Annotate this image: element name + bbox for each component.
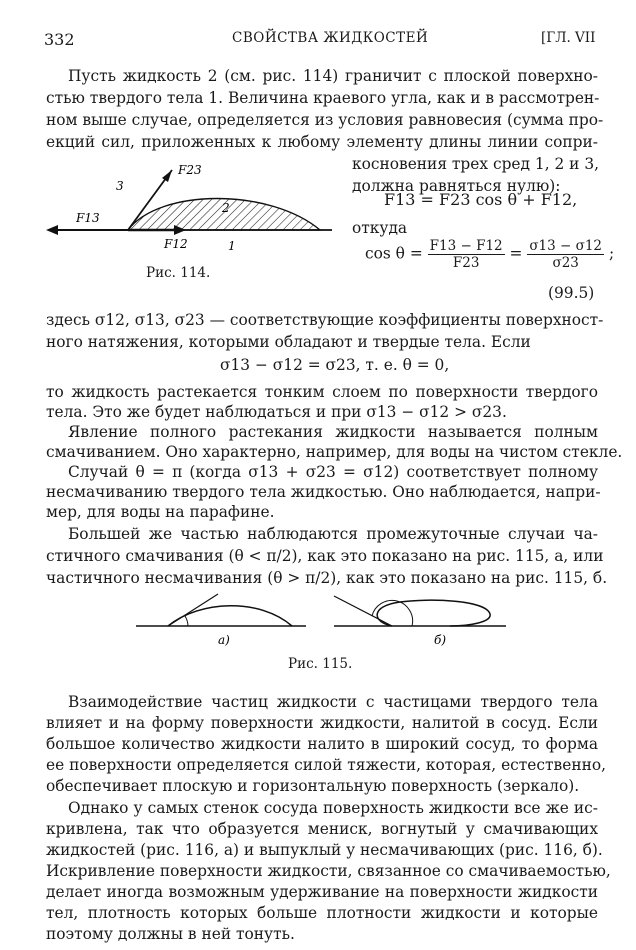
equation-number: (99.5)	[548, 284, 595, 302]
fraction-numerator: σ13 − σ12	[529, 238, 603, 254]
eq2-equals: =	[509, 244, 523, 263]
text-line: должна равняться нулю):	[352, 177, 561, 195]
text-line: ном выше случае, определяется из условия равновесия (сумма про-	[46, 111, 604, 129]
arrowhead-icon	[46, 225, 58, 235]
chapter-label: [ГЛ. VII	[541, 30, 596, 46]
label-medium-2: 2	[222, 201, 230, 215]
text-line: стичного смачивания (θ < π/2), как это показано на рис. 115, а, или	[46, 547, 604, 565]
text-line: то жидкость растекается тонким слоем по поверхности твердого	[46, 383, 598, 401]
label-f12: F12	[164, 237, 188, 251]
text-line: откуда	[352, 219, 408, 237]
fraction-sigmas	[527, 238, 604, 271]
label-a: а)	[218, 633, 230, 647]
text-line: влияет и на форму поверхности жидкости, налитой в сосуд. Если	[46, 714, 598, 732]
text-line: екций сил, приложенных к любому элементу длины линии сопри-	[46, 133, 598, 151]
text-line: тела. Это же будет наблюдаться и при σ13 − σ12 > σ23.	[46, 403, 507, 421]
fraction-denominator: σ23	[552, 255, 579, 271]
equation-forces: F13 = F23 cos θ + F12,	[384, 190, 578, 209]
label-medium-1: 1	[228, 239, 236, 253]
label-f13: F13	[76, 211, 100, 225]
text-line: Взаимодействие частиц жидкости с частицами твердого тела	[68, 693, 598, 711]
text-line: делает иногда возможным удерживание на поверхности жидкости	[46, 883, 598, 901]
text-line: ее поверхности определяется силой тяжести, которая, естественно,	[46, 756, 606, 774]
label-b: б)	[434, 633, 447, 647]
text-line: обеспечивает плоскую и горизонтальную поверхность (зеркало).	[46, 777, 580, 795]
tangent-b	[334, 596, 392, 626]
text-line: большое количество жидкости налито в широкий сосуд, то форма	[46, 735, 598, 753]
text-line: частичного несмачивания (θ > π/2), как это показано на рис. 115, б.	[46, 569, 608, 587]
text-line: Искривление поверхности жидкости, связанное со смачиваемостью,	[46, 862, 611, 880]
equation-cos-theta	[365, 238, 614, 271]
eq2-lhs: cos θ =	[365, 244, 423, 263]
text-line: несмачиванию твердого тела жидкостью. Оно наблюдается, напри-	[46, 483, 601, 501]
text-line: смачиванием. Оно характерно, например, для воды на чистом стекле.	[46, 443, 623, 461]
text-line: жидкостей (рис. 116, а) и выпуклый у несмачивающих (рис. 116, б).	[46, 841, 603, 859]
drop-b-nonwetting	[377, 600, 490, 626]
angle-arc-a	[185, 616, 188, 626]
figure-115-contact-angles	[130, 588, 520, 648]
figure-115-caption: Рис. 115.	[288, 656, 353, 672]
drop-a-wetting	[168, 606, 292, 626]
text-line: тел, плотность которых больше плотности жидкости и которые	[46, 904, 598, 922]
text-line: косновения трех сред 1, 2 и 3,	[352, 155, 600, 173]
text-line: здесь σ12, σ13, σ23 — соответствующие коэффициенты поверхност-	[46, 311, 604, 329]
eq2-end: ;	[608, 244, 615, 263]
running-title: СВОЙСТВА ЖИДКОСТЕЙ	[232, 30, 429, 46]
equation-spreading: σ13 − σ12 = σ23, т. е. θ = 0,	[220, 356, 450, 374]
figure-114-caption: Рис. 114.	[146, 265, 211, 281]
label-f23: F23	[178, 163, 202, 177]
fraction-denominator: F23	[452, 255, 480, 271]
label-medium-3: 3	[116, 179, 124, 193]
text-line: мер, для воды на парафине.	[46, 503, 275, 521]
tangent-a	[168, 594, 218, 626]
figure-114-drop-diagram	[40, 150, 340, 260]
text-line: Пусть жидкость 2 (см. рис. 114) граничит с плоской поверхно-	[68, 67, 598, 85]
text-line: стью твердого тела 1. Величина краевого угла, как и в рассмотрен-	[46, 89, 600, 107]
text-line: Большей же частью наблюдаются промежуточные случаи ча-	[68, 525, 598, 543]
fraction-numerator: F13 − F12	[429, 238, 503, 254]
fraction-forces	[428, 238, 505, 271]
text-line: Случай θ = π (когда σ13 + σ23 = σ12) соответствует полному	[68, 463, 598, 481]
page-number: 332	[44, 30, 75, 49]
text-line: Явление полного растекания жидкости называется полным	[68, 423, 598, 441]
text-line: поэтому должны в ней тонуть.	[46, 925, 295, 943]
text-line: Однако у самых стенок сосуда поверхность жидкости все же ис-	[68, 799, 598, 817]
text-line: ного натяжения, которыми обладают и твердые тела. Если	[46, 333, 531, 351]
text-line: кривлена, так что образуется мениск, вогнутый у смачивающих	[46, 820, 598, 838]
